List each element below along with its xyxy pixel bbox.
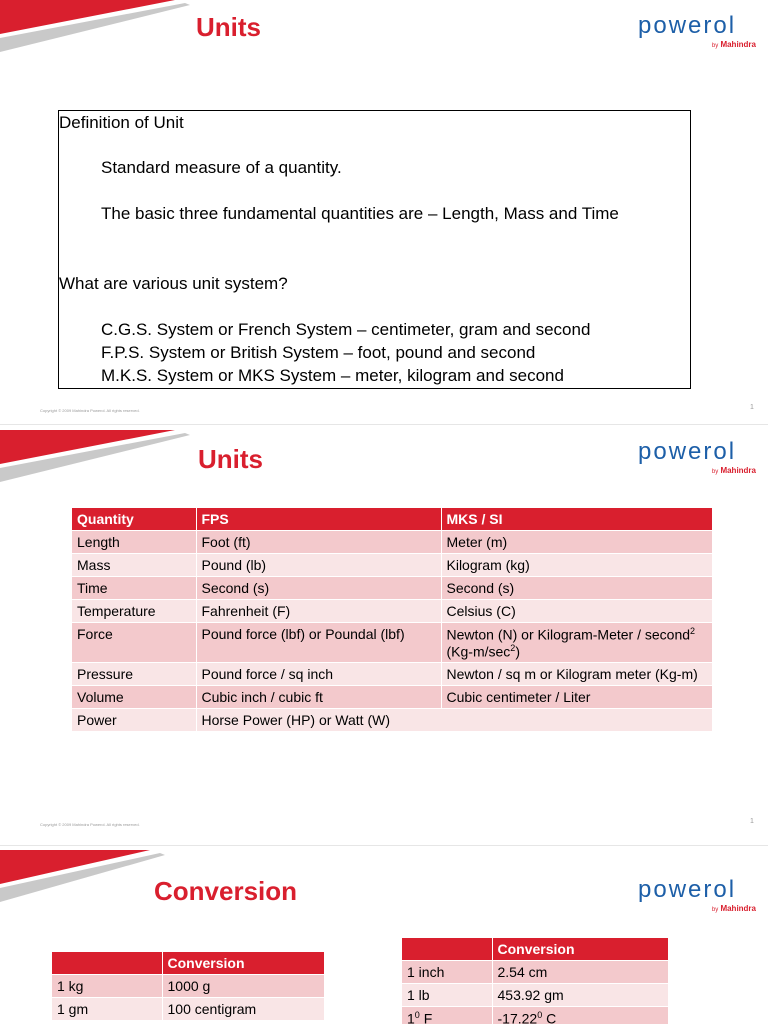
table-cell: Second (s)	[441, 577, 712, 600]
table-cell: Volume	[72, 686, 196, 709]
table-row	[72, 686, 712, 709]
table-row	[72, 577, 712, 600]
column-header: Conversion	[492, 938, 668, 961]
powerol-logo: powerol by Mahindra	[638, 12, 756, 49]
slide-conversion	[0, 850, 768, 1024]
table-cell: 1000 g	[162, 975, 324, 998]
slide-title: Units	[196, 12, 261, 42]
table-row	[72, 663, 712, 686]
table-cell: 1 kg	[52, 975, 162, 998]
table-cell: Kilogram (kg)	[441, 554, 712, 577]
slide-title: Units	[198, 444, 263, 474]
slide-units-definition	[0, 0, 768, 420]
column-header	[402, 938, 492, 961]
table-row	[72, 600, 712, 623]
table-cell: Newton (N) or Kilogram-Meter / second$^2$ $(Kg-m/\sec^2)$	[441, 623, 712, 663]
table-cell: Celsius (C)	[441, 600, 712, 623]
table-row	[402, 961, 668, 984]
table-header-row	[402, 938, 668, 961]
header-swoosh	[0, 430, 200, 490]
table-cell: Cubic centimeter / Liter	[441, 686, 712, 709]
systems-heading: What are various unit system?	[59, 274, 288, 293]
copyright-text: Copyright © 2009 Mahindra Powerol. All rights reserved.	[40, 408, 140, 413]
table-cell: Cubic inch / cubic ft	[196, 686, 441, 709]
fundamentals-text: The basic three fundamental quantities are – Length, Mass and Time	[101, 204, 619, 223]
table-cell: Newton / sq m or Kilogram meter (Kg-m)	[441, 663, 712, 686]
table-cell: Foot (ft)	[196, 531, 441, 554]
table-cell: 2.54 cm	[492, 961, 668, 984]
system-mks: M.K.S. System or MKS System – meter, kilogram and second	[101, 366, 564, 385]
table-header-row	[52, 952, 324, 975]
table-cell: Power	[72, 709, 196, 732]
page-number: 1	[750, 404, 754, 411]
table-cell: Mass	[72, 554, 196, 577]
table-row	[402, 984, 668, 1007]
table-cell: -17.22$^0$ C	[492, 1007, 668, 1024]
column-header	[52, 952, 162, 975]
page-number: 1	[750, 818, 754, 825]
table-cell: 1 gm	[52, 998, 162, 1021]
table-cell: Fahrenheit (F)	[196, 600, 441, 623]
table-row	[402, 1007, 668, 1024]
definition-heading: Definition of Unit	[59, 113, 184, 132]
table-row	[52, 998, 324, 1021]
table-cell: 100 centigram	[162, 998, 324, 1021]
table-cell: Temperature	[72, 600, 196, 623]
slide-separator	[0, 424, 768, 425]
header-swoosh	[0, 0, 200, 60]
slide-separator	[0, 845, 768, 846]
table-row	[52, 975, 324, 998]
table-header-row	[72, 508, 712, 531]
table-cell: Pound (lb)	[196, 554, 441, 577]
table-cell: Pound force (lbf) or Poundal (lbf)	[196, 623, 441, 663]
table-row	[72, 554, 712, 577]
table-cell: 1 inch	[402, 961, 492, 984]
table-cell: Horse Power (HP) or Watt (W)	[196, 709, 712, 732]
table-row	[72, 531, 712, 554]
column-header: MKS / SI	[441, 508, 712, 531]
table-row	[72, 709, 712, 732]
units-table	[72, 508, 712, 731]
table-cell: $1^0$ F	[402, 1007, 492, 1024]
table-cell: 453.92 gm	[492, 984, 668, 1007]
powerol-logo: powerol by Mahindra	[638, 876, 756, 913]
system-fps: F.P.S. System or British System – foot, pound and second	[101, 343, 536, 362]
slide-units-table	[0, 430, 768, 840]
conversion-table-left	[52, 952, 324, 1020]
conversion-table-right	[402, 938, 668, 1024]
system-cgs: C.G.S. System or French System – centimeter, gram and second	[101, 320, 591, 339]
powerol-logo: powerol by Mahindra	[638, 438, 756, 475]
definition-text: Standard measure of a quantity.	[101, 158, 342, 177]
slide-title: Conversion	[154, 876, 298, 906]
table-cell: Force	[72, 623, 196, 663]
table-cell: Length	[72, 531, 196, 554]
column-header: Quantity	[72, 508, 196, 531]
table-row	[72, 623, 712, 663]
column-header: Conversion	[162, 952, 324, 975]
column-header: FPS	[196, 508, 441, 531]
table-cell: Pound force / sq inch	[196, 663, 441, 686]
copyright-text: Copyright © 2009 Mahindra Powerol. All rights reserved.	[40, 822, 140, 827]
table-cell: Pressure	[72, 663, 196, 686]
table-cell: Time	[72, 577, 196, 600]
table-cell: 1 lb	[402, 984, 492, 1007]
table-cell: Meter (m)	[441, 531, 712, 554]
table-cell: Second (s)	[196, 577, 441, 600]
